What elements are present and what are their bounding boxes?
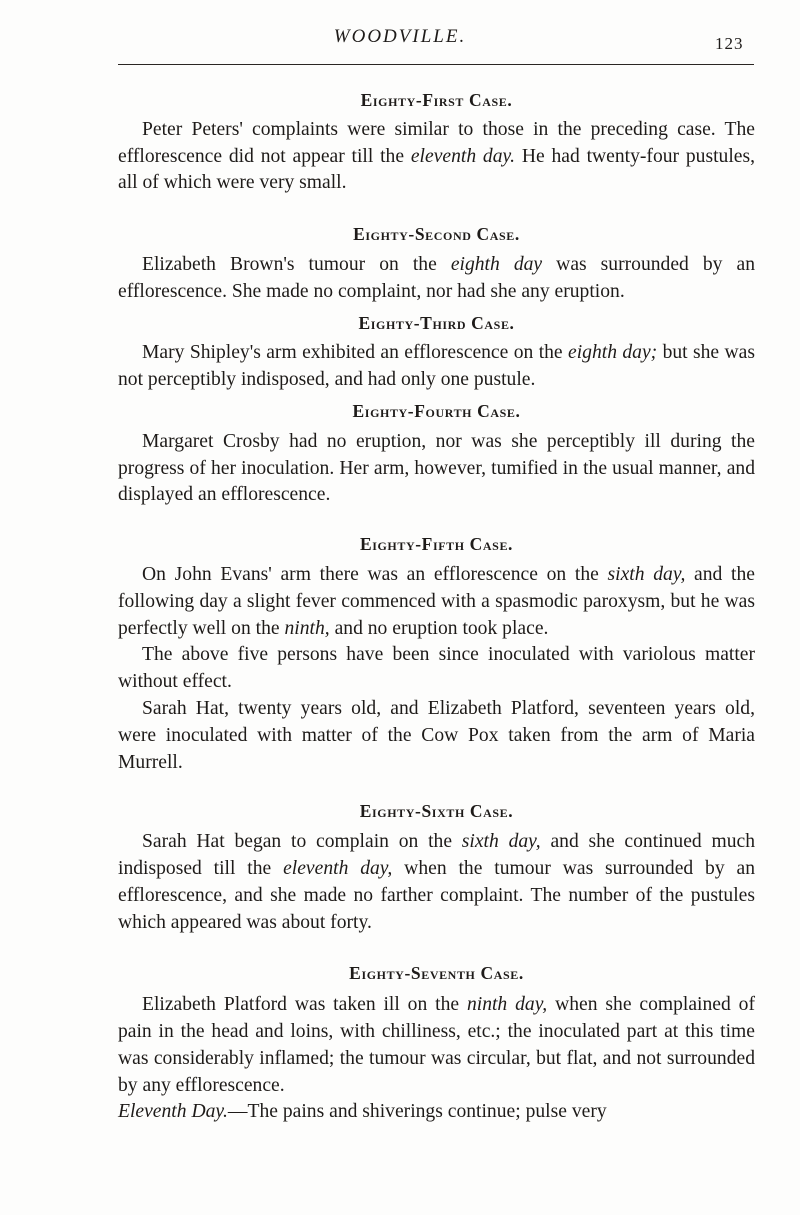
header-rule (118, 64, 754, 65)
text-run: Peter Peters' complaints were similar to those in the preceding case. The efflorescence did not appear till the (118, 118, 755, 167)
case-heading-81: Eighty-First Case. (360, 90, 513, 110)
case-heading-87: Eighty-Seventh Case. (349, 963, 524, 984)
case-heading-84: Eighty-Fourth Case. (352, 400, 521, 421)
case-heading-85: Eighty-Fifth Case. (359, 534, 514, 555)
paragraph-85-inoculation: Sarah Hat, twenty years old, and Elizabeth Platford, seventeen years old, were inoculated with matter of the Cow Pox taken from the arm of Maria Murrell. (118, 697, 755, 773)
italic-run: Eleventh Day. (118, 1101, 228, 1123)
paragraph-82 (118, 252, 755, 306)
paragraph-83 (118, 340, 755, 394)
paragraph-87 (118, 992, 755, 1099)
text-run: Sarah Hat began to complain on the (142, 831, 462, 853)
text-run: and the following day a slight fever commenced with a spasmodic paroxysm, but he was perfectly well on the (118, 563, 755, 639)
italic-run: eleventh day. (410, 145, 516, 167)
paragraph-86 (118, 829, 755, 936)
italic-run: eleventh day, (283, 857, 393, 879)
text-run: but she was not perceptibly indisposed, and had only one pustule. (118, 342, 755, 391)
italic-run: sixth day, (461, 831, 541, 853)
text-run: On John Evans' arm there was an efflorescence on the (142, 563, 608, 585)
text-run: —The pains and shiverings continue; pulse very (227, 1101, 607, 1123)
case-heading-83: Eighty-Third Case. (358, 312, 515, 333)
body-text (118, 84, 755, 1126)
italic-run: ninth, (284, 617, 330, 639)
text-run: and she continued much indisposed till the (118, 831, 755, 879)
text-run: He had twenty-four pustules, all of which were very small. (118, 145, 755, 194)
case-heading-82: Eighty-Second Case. (353, 224, 520, 245)
italic-run: eighth day; (568, 342, 658, 364)
text-run: and no eruption took place. (329, 617, 549, 639)
paragraph-85 (118, 562, 755, 642)
case-heading-86: Eighty-Sixth Case. (359, 801, 514, 822)
italic-run: ninth day, (466, 994, 548, 1016)
text-run: Mary Shipley's arm exhibited an efflorescence on the (142, 342, 569, 364)
text-run: when she complained of pain in the head and loins, with chilliness, etc.; the inoculated part at this time was considerably inflamed; the tumour was circular, but flat, and not surrounded by any efflorescence. (118, 994, 755, 1096)
paragraph-81 (118, 117, 755, 197)
text-run: Elizabeth Brown's tumour on the (142, 253, 451, 275)
text-run: was surrounded by an efflorescence. She made no complaint, nor had she any eruption. (118, 253, 755, 302)
paragraph-84: Margaret Crosby had no eruption, nor was she perceptibly ill during the progress of her inoculation. Her arm, however, tumified in the usual manner, and displayed an efflorescence. (118, 430, 755, 506)
paragraph-85-note: The above five persons have been since inoculated with variolous matter without effect. (118, 644, 755, 693)
paragraph-87-eleventh-day (118, 1099, 755, 1126)
running-head: WOODVILLE. (333, 26, 467, 47)
text-run: when the tumour was surrounded by an efflorescence, and she made no farther complaint. The number of the pustules which appeared was about forty. (118, 857, 755, 933)
text-run: Elizabeth Platford was taken ill on the (142, 994, 467, 1016)
page-number: 123 (715, 34, 744, 53)
italic-run: sixth day, (607, 563, 686, 585)
italic-run: eighth day (450, 253, 543, 275)
